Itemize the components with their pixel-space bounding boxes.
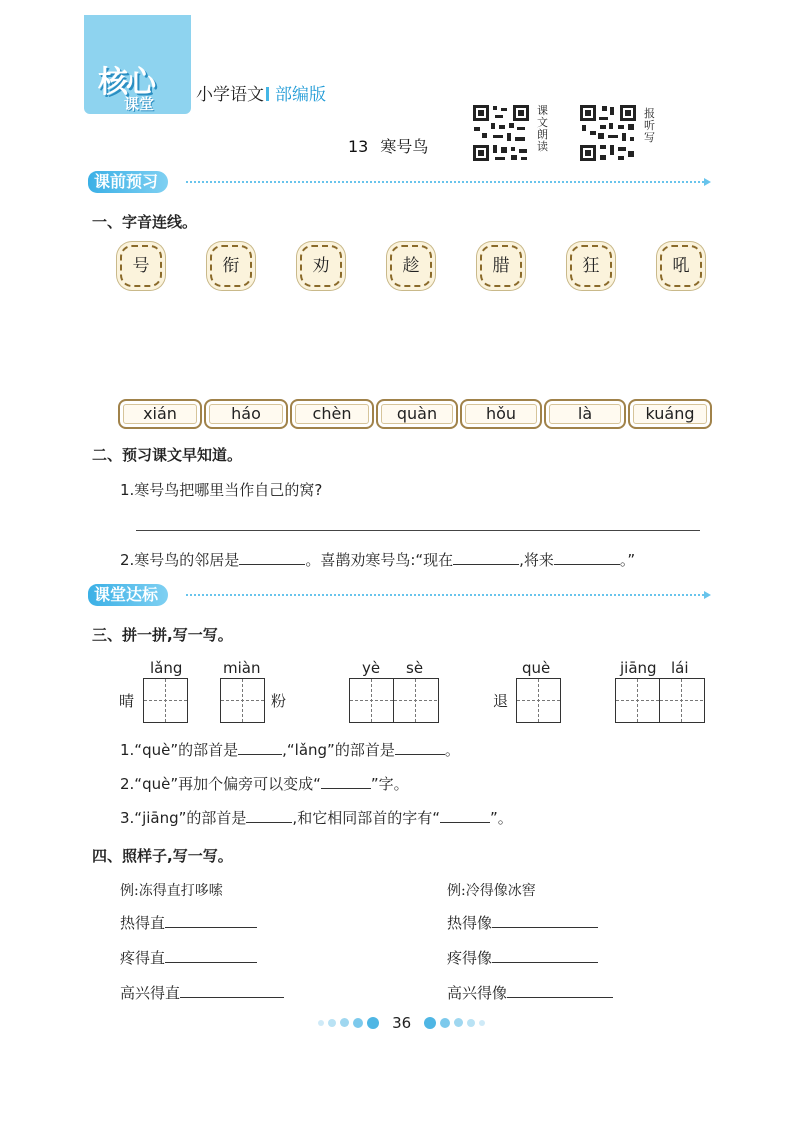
qr-code-icon [471, 103, 531, 163]
pinyin-badge[interactable]: kuáng [628, 399, 712, 429]
q4-right-row [447, 947, 598, 968]
pinyin-label: sè [406, 659, 424, 677]
answer-line[interactable] [136, 530, 700, 531]
dot-icon [454, 1018, 463, 1027]
tianzige-box[interactable] [220, 678, 265, 723]
dot-icon [328, 1019, 336, 1027]
lesson-name: 寒号鸟 [380, 137, 429, 156]
q4-prompt: 热得直 [120, 914, 166, 932]
dot-icon [340, 1018, 349, 1027]
tianzige-box[interactable] [516, 678, 561, 723]
q4-left-row [120, 982, 284, 1003]
q3-sentence-2 [120, 773, 409, 794]
dot-icon [467, 1019, 475, 1027]
dot-icon [440, 1018, 450, 1028]
pinyin-label: yè [362, 659, 381, 677]
q4-left-row [120, 912, 257, 933]
char-badge[interactable]: 腊 [480, 245, 522, 287]
blank-field[interactable] [239, 564, 305, 565]
q2-item2-text: 。” [619, 551, 636, 569]
char-badge[interactable]: 号 [120, 245, 162, 287]
qr-label-reading: 课文朗读 [537, 104, 548, 153]
qr-code-dictation[interactable] [578, 103, 638, 167]
q4-prompt: 疼得像 [447, 949, 493, 967]
arrow-right-icon [704, 178, 711, 186]
page-footer [316, 1012, 487, 1032]
page-number: 36 [392, 1013, 412, 1032]
pinyin-label: què [522, 659, 551, 677]
blank-field[interactable] [246, 822, 292, 823]
blank-field[interactable] [180, 997, 284, 998]
qr-code-icon [578, 103, 638, 163]
blank-field[interactable] [238, 754, 282, 755]
q2-item1: 1.寒号鸟把哪里当作自己的窝? [120, 481, 323, 499]
example-left: 例:冻得直打哆嗦 [120, 883, 223, 899]
q2-item2-text: ,将来 [519, 551, 554, 569]
q4-right-row [447, 982, 613, 1003]
blank-field[interactable] [165, 962, 257, 963]
q3-text: ,和它相同部首的字有“ [292, 809, 440, 827]
lesson-title [348, 134, 428, 157]
section-banner-preview: 课前预习 [88, 171, 168, 193]
pinyin-label: jiāng [620, 659, 657, 677]
pinyin-badge[interactable]: háo [204, 399, 288, 429]
q2-heading: 二、预习课文早知道。 [92, 446, 243, 464]
banner-dotted-line [186, 594, 704, 596]
q4-right-row [447, 912, 598, 933]
q3-heading: 三、拼一拼,写一写。 [92, 626, 233, 644]
given-char: 晴 [119, 692, 135, 710]
char-badge[interactable]: 狂 [570, 245, 612, 287]
blank-field[interactable] [440, 822, 490, 823]
subject-label [196, 80, 326, 105]
q3-text: 1.“què”的部首是 [120, 741, 239, 759]
banner-dotted-line [186, 181, 704, 183]
q2-item2 [120, 549, 635, 570]
given-char: 粉 [271, 692, 287, 710]
blank-field[interactable] [395, 754, 445, 755]
tianzige-box[interactable] [143, 678, 188, 723]
qr-code-reading[interactable] [471, 103, 531, 167]
dot-icon [424, 1017, 436, 1029]
section-banner-practice: 课堂达标 [88, 584, 168, 606]
dot-icon [479, 1020, 485, 1026]
char-badge[interactable]: 衔 [210, 245, 252, 287]
dot-icon [318, 1020, 324, 1026]
pinyin-badge[interactable]: quàn [376, 399, 458, 429]
pinyin-label: lái [671, 659, 689, 677]
q3-text: ”。 [489, 809, 513, 827]
subject-name: 小学语文 [196, 85, 264, 105]
q4-prompt: 热得像 [447, 914, 493, 932]
example-right: 例:冷得像冰窖 [447, 883, 536, 899]
blank-field[interactable] [492, 927, 598, 928]
q4-prompt: 疼得直 [120, 949, 166, 967]
pinyin-badge[interactable]: xián [118, 399, 202, 429]
q3-text: 。 [444, 741, 460, 759]
q4-left-row [120, 947, 257, 968]
q3-sentence-1 [120, 739, 460, 760]
q3-text: ”字。 [370, 775, 409, 793]
pinyin-badge[interactable]: hǒu [460, 399, 542, 429]
q4-prompt: 高兴得直 [120, 984, 181, 1002]
blank-field[interactable] [492, 962, 598, 963]
blank-field[interactable] [165, 927, 257, 928]
q2-item2-text: 2.寒号鸟的邻居是 [120, 551, 240, 569]
q1-heading: 一、字音连线。 [92, 213, 198, 231]
blank-field[interactable] [507, 997, 613, 998]
pinyin-badge[interactable]: là [544, 399, 626, 429]
pinyin-label: lǎng [150, 659, 183, 677]
char-badge[interactable]: 趁 [390, 245, 432, 287]
q3-text: ,“lǎng”的部首是 [282, 741, 395, 759]
qr-label-dictation: 报听写 [644, 107, 655, 144]
logo-main-text: 核心 [98, 65, 154, 100]
dot-icon [367, 1017, 379, 1029]
char-badge[interactable]: 劝 [300, 245, 342, 287]
edition-name: 部编版 [275, 85, 326, 105]
blank-field[interactable] [321, 788, 371, 789]
tianzige-box[interactable] [349, 678, 439, 723]
q4-heading: 四、照样子,写一写。 [92, 847, 233, 865]
blank-field[interactable] [453, 564, 519, 565]
blank-field[interactable] [554, 564, 620, 565]
q4-prompt: 高兴得像 [447, 984, 508, 1002]
q2-item2-text: 。喜鹊劝寒号鸟:“现在 [305, 551, 454, 569]
q3-text: 3.“jiāng”的部首是 [120, 809, 247, 827]
char-badge[interactable]: 吼 [660, 245, 702, 287]
logo [84, 15, 191, 114]
separator-bar [266, 87, 269, 101]
logo-sub-text: 课堂 [124, 95, 155, 113]
tianzige-box[interactable] [615, 678, 705, 723]
arrow-right-icon [704, 591, 711, 599]
dot-icon [353, 1018, 363, 1028]
pinyin-label: miàn [223, 659, 261, 677]
pinyin-badge[interactable]: chèn [290, 399, 374, 429]
q3-sentence-3 [120, 807, 513, 828]
lesson-number: 13 [348, 137, 369, 156]
given-char: 退 [493, 692, 509, 710]
q3-text: 2.“què”再加个偏旁可以变成“ [120, 775, 321, 793]
